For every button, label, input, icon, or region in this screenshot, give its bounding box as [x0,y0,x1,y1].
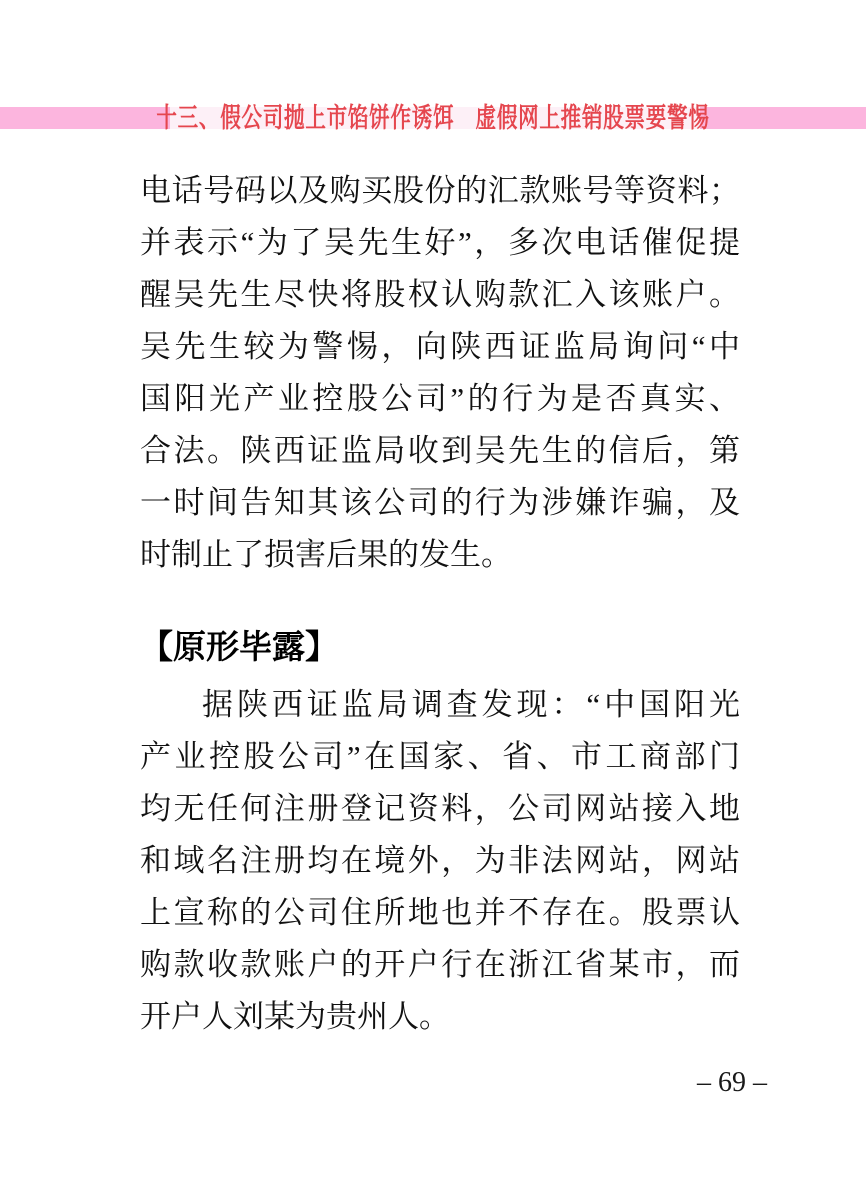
body-line: 产业控股公司”在国家、省、市工商部门 [140,739,740,774]
body-line: 均无任何注册登记资料，公司网站接入地 [140,791,740,826]
body-line: 吴先生较为警惕，向陕西证监局询问“中 [140,329,740,364]
body-line: 国阳光产业控股公司”的行为是否真实、 [140,381,740,416]
body-line: 并表示“为了吴先生好”，多次电话催促提 [140,225,740,260]
body-line: 购款收款账户的开户行在浙江省某市，而 [140,947,740,982]
section-heading-true-colors-revealed: 【原形毕露】 [140,630,338,666]
chapter-header [0,101,866,135]
paragraph-case-narrative [140,165,740,581]
chapter-title: 十三、假公司抛上市馅饼作诱饵 虚假网上推销股票要警惕 [156,103,710,133]
page-number: – 69 – [697,1067,767,1098]
body-line: 和域名注册均在境外，为非法网站，网站 [140,843,740,878]
paragraph-investigation-findings [140,679,740,1043]
body-line: 上宣称的公司住所地也并不存在。股票认 [140,895,740,930]
body-line: 时制止了损害后果的发生。 [140,537,512,572]
body-line: 合法。陕西证监局收到吴先生的信后，第 [140,433,740,468]
body-line: 据陕西证监局调查发现：“中国阳光 [202,687,740,722]
body-line: 电话号码以及购买股份的汇款账号等资料； [140,173,740,208]
body-line: 一时间告知其该公司的行为涉嫌诈骗，及 [140,485,740,520]
body-line: 开户人刘某为贵州人。 [140,999,450,1034]
body-line: 醒吴先生尽快将股权认购款汇入该账户。 [140,277,740,312]
